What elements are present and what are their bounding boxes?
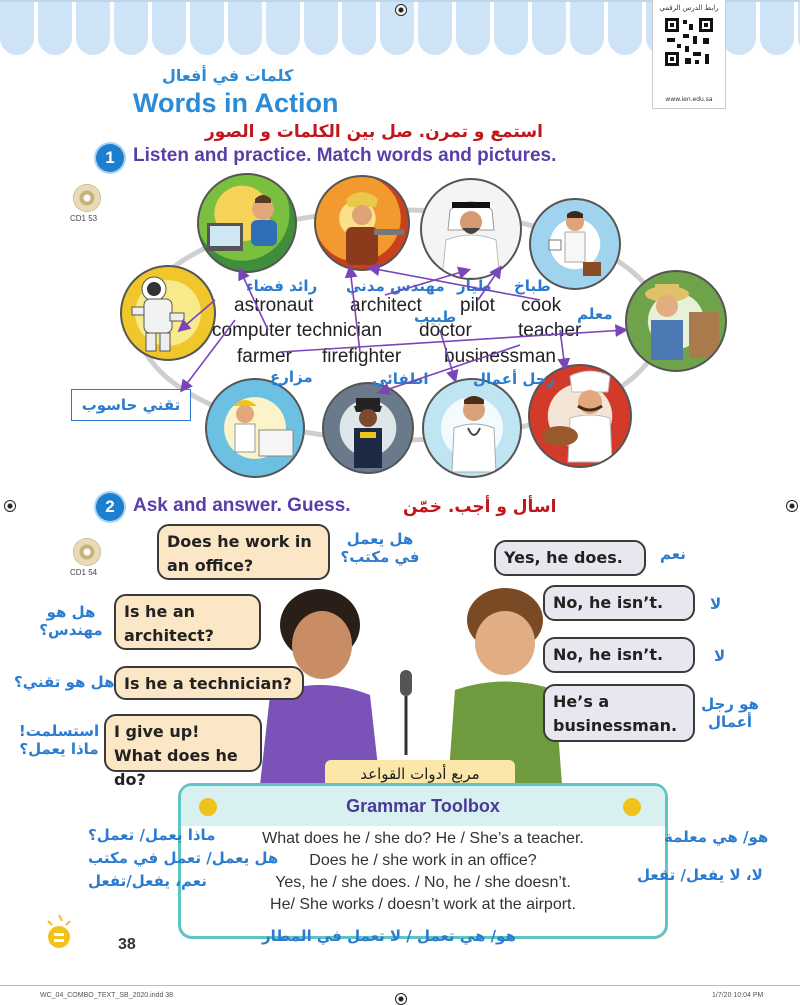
qr-caption: رابط الدرس الرقمي [659, 4, 719, 12]
word-teacher[interactable]: teacher [518, 320, 582, 341]
matching-arrows [0, 0, 800, 500]
grammar-line: Yes, he / she does. / No, he / she doesn’t. [275, 874, 571, 891]
registration-mark-icon [395, 993, 407, 1005]
arabic-note-pilot: طيار [457, 277, 492, 295]
cd-track-label: CD1 53 [70, 214, 98, 223]
word-farmer[interactable]: farmer [237, 346, 292, 367]
footer-timestamp: 1/7/20 10:04 PM [712, 992, 764, 999]
word-doctor[interactable]: doctor [419, 320, 472, 341]
footer-divider [0, 985, 800, 986]
arabic-note-businessman: رجل أعمال [473, 370, 556, 388]
arabic-note-question3: هل هو تقني؟ [14, 673, 115, 691]
arabic-note-architect: مهندس مدني [346, 277, 445, 295]
word-pilot[interactable]: pilot [460, 295, 495, 316]
arabic-note-firefighter: اطفائي [372, 370, 429, 388]
grammar-arabic-label: مربع أدوات القواعد [360, 765, 480, 783]
word-computer-technician[interactable]: computer technician [212, 320, 383, 341]
question-bubble: I give up! What does he do? [104, 714, 262, 772]
answer-bubble: Yes, he does. [494, 540, 646, 576]
arabic-note-question1: هل يعمل في مكتب؟ [340, 530, 420, 566]
answer-bubble: No, he isn’t. [543, 637, 695, 673]
section1-instruction: Listen and practice. Match words and pictures. [133, 145, 557, 166]
qr-url: www.ien.edu.sa [665, 96, 713, 103]
arabic-note-technician: تقني حاسوب [81, 396, 181, 414]
section2-instruction: Ask and answer. Guess. [133, 495, 351, 516]
word-firefighter[interactable]: firefighter [322, 346, 402, 367]
grammar-arabic-right: لا، لا يفعل/ تفعل [637, 866, 763, 884]
cd-track-label: CD1 54 [70, 568, 98, 577]
arabic-note-answer2: لا [710, 595, 722, 613]
arabic-note-doctor: طبيب [414, 308, 457, 326]
arabic-note-astronaut: رائد فضاء [246, 277, 318, 295]
word-cook[interactable]: cook [521, 295, 562, 316]
arabic-note-answer1: نعم [660, 545, 686, 563]
registration-mark-icon [786, 500, 798, 512]
grammar-arabic-left: هل يعمل/ تعمل في مكتب [88, 849, 279, 867]
word-businessman[interactable]: businessman [444, 346, 556, 367]
arabic-note-question4: استسلمت! ماذا يعمل؟ [18, 722, 100, 758]
arabic-note-cook: طباخ [514, 277, 551, 295]
grammar-line: He/ She works / doesn’t work at the airport. [270, 896, 576, 913]
grammar-arabic-bottom: هو/ هي تعمل / لا تعمل في المطار [262, 927, 516, 945]
page-title: Words in Action [133, 88, 339, 118]
page-number: 38 [118, 936, 136, 953]
lightbulb-logo-icon [44, 913, 74, 953]
section1-number: 1 [96, 144, 124, 172]
grammar-line: Does he / she work in an office? [309, 852, 537, 869]
question-bubble: Is he a technician? [114, 666, 304, 700]
grammar-arabic-left: نعم، يفعل/تفعل [88, 872, 207, 890]
grammar-arabic-right: هو/ هي معلمة [664, 828, 769, 846]
arabic-note-answer3: لا [714, 647, 726, 665]
arabic-note-answer4: هو رجل أعمال [701, 695, 759, 731]
section2-arabic-instruction: اسأل و أجب. خمّن [403, 497, 557, 517]
section2-number: 2 [96, 493, 124, 521]
question-bubble: Does he work in an office? [157, 524, 330, 580]
section1-arabic-instruction: استمع و تمرن. صل بين الكلمات و الصور [205, 122, 543, 142]
word-astronaut[interactable]: astronaut [234, 295, 314, 316]
footer-file-label: WC_04_COMBO_TEXT_SB_2020.indd 38 [40, 992, 174, 999]
arabic-note-question2: هل هو مهندس؟ [39, 603, 103, 639]
registration-mark-icon [4, 500, 16, 512]
answer-bubble: No, he isn’t. [543, 585, 695, 621]
arabic-note-teacher: معلم [577, 305, 613, 323]
question-bubble: Is he an architect? [114, 594, 261, 650]
grammar-toolbox-title: Grammar Toolbox [346, 796, 500, 816]
arabic-lesson-title: كلمات في أفعال [162, 66, 294, 85]
word-architect[interactable]: architect [350, 295, 422, 316]
grammar-line: What does he / she do? He / She’s a teacher. [262, 830, 584, 847]
arabic-note-farmer: مزارع [270, 368, 313, 386]
answer-bubble: He’s a businessman. [543, 684, 695, 742]
grammar-arabic-left: ماذا يعمل/ تعمل؟ [88, 826, 216, 844]
audio-cd-icon[interactable] [73, 538, 101, 566]
